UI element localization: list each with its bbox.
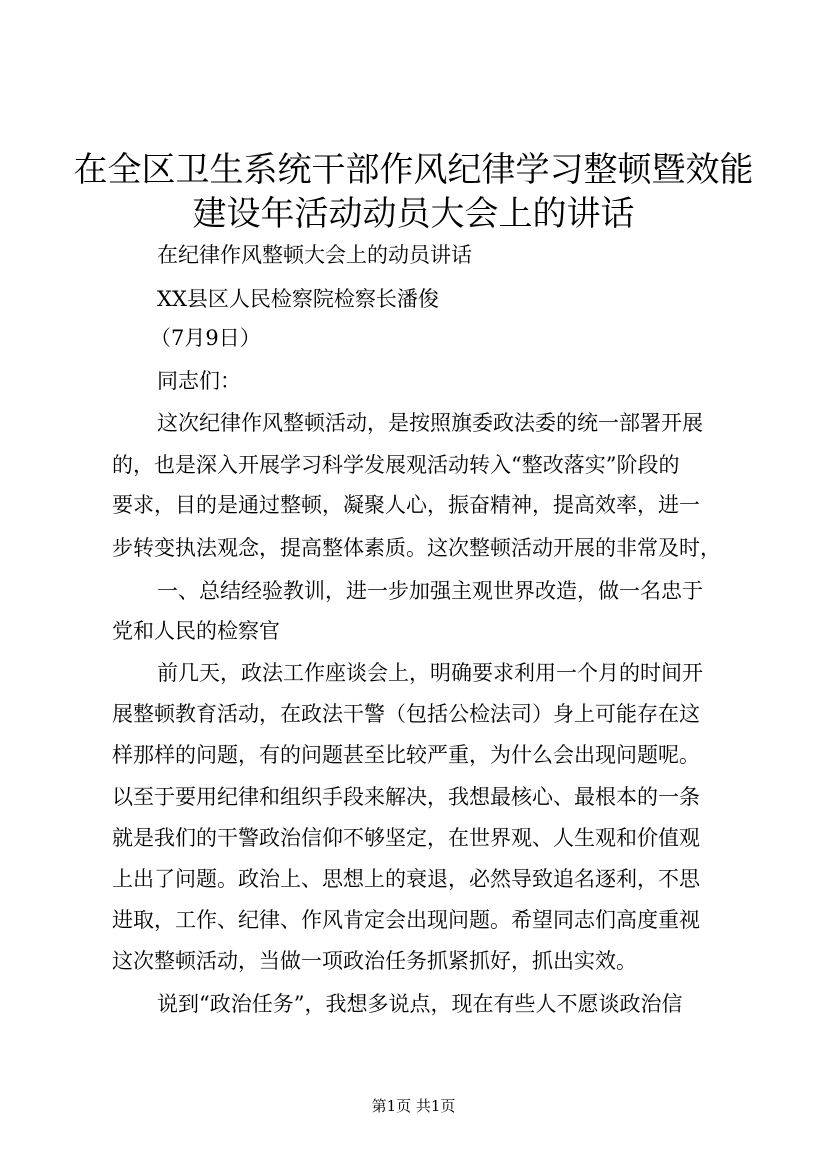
body-line: 进取，工作、纪律、作风肯定会出现问题。希望同志们高度重视: [112, 908, 700, 932]
body-line: 以至于要用纪律和组织手段来解决，我想最核心、最根本的一条: [112, 785, 700, 809]
date: （7月9日）: [150, 326, 261, 350]
speaker: XX县区人民检察院检察长潘俊: [157, 287, 439, 311]
body-line: 就是我们的干警政治信仰不够坚定，在世界观、人生观和价值观: [112, 826, 700, 850]
body-line: 这次整顿活动，当做一项政治任务抓紧抓好，抓出实效。: [112, 949, 637, 973]
document-title-line-2: 建设年活动动员大会上的讲话: [192, 194, 635, 234]
body-line: 前几天，政法工作座谈会上，明确要求利用一个月的时间开: [157, 661, 703, 685]
body-line: 步转变执法观念，提高整体素质。这次整顿活动开展的非常及时，: [112, 536, 721, 560]
document-title-line-1: 在全区卫生系统干部作风纪律学习整顿暨效能: [73, 150, 754, 190]
section-heading: 一、总结经验教训，进一步加强主观世界改造，做一名忠于: [157, 579, 703, 603]
body-line: 这次纪律作风整顿活动，是按照旗委政法委的统一部署开展: [157, 411, 703, 435]
body-line: 要求，目的是通过整顿，凝聚人心，振奋精神，提高效率，进一: [112, 493, 700, 517]
body-line: 上出了问题。政治上、思想上的衰退，必然导致追名逐利，不思: [112, 867, 700, 891]
body-line: 样那样的问题，有的问题甚至比较严重，为什么会出现问题呢。: [112, 743, 700, 767]
salutation: 同志们：: [157, 369, 241, 393]
body-line: 说到“政治任务”，我想多说点，现在有些人不愿谈政治信: [157, 992, 683, 1016]
page-footer: 第1页 共1页: [371, 1097, 456, 1115]
section-heading: 党和人民的检察官: [112, 619, 280, 643]
body-line: 展整顿教育活动，在政法干警（包括公检法司）身上可能存在这: [112, 702, 700, 726]
body-line: 的，也是深入开展学习科学发展观活动转入“整改落实”阶段的: [112, 453, 680, 477]
subtitle: 在纪律作风整顿大会上的动员讲话: [157, 243, 472, 267]
